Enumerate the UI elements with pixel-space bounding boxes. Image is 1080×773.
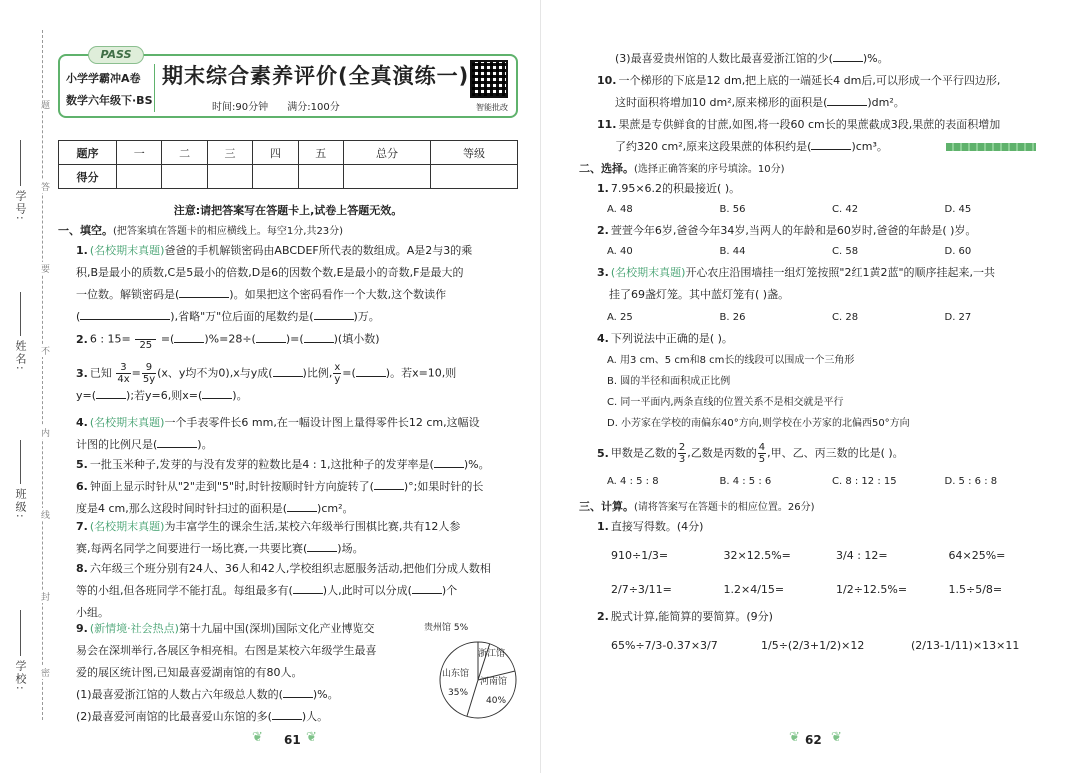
option-b[interactable]: B. 圆的半径和面积成正比例 — [607, 376, 731, 387]
question-2: 2. 6 : 15= 25 =( )%=28÷( )=( )(填小数) — [76, 328, 526, 351]
question-text: )人。 — [301, 710, 329, 723]
question-text: )%=28÷( — [204, 332, 256, 346]
question-text: (2)最喜爱河南馆的比最喜爱山东馆的多( — [76, 710, 272, 723]
question-text: (3)最喜爱贵州馆的人数比最喜爱浙江馆的少( — [615, 52, 833, 65]
answer-blank[interactable] — [174, 331, 204, 343]
fraction-numerator: 3 — [116, 362, 130, 374]
column-header: 三 — [207, 141, 252, 165]
question-text: )cm³。 — [851, 140, 888, 153]
calc-item: 1.5÷5/8= — [948, 582, 1003, 596]
mc-question-2: 2. 萱萱今年6岁,爸爸今年34岁,当两人的年龄和是60岁时,爸爸的年龄是( )岁。 — [597, 224, 977, 237]
answer-blank[interactable] — [412, 582, 442, 594]
qr-label: 智能批改 — [476, 103, 508, 112]
question-text: ),省略"万"位后面的尾数约是( — [170, 310, 314, 323]
pie-chart — [424, 620, 524, 720]
option-d[interactable]: D. 小芳家在学校的南偏东40°方向,则学校在小芳家的北偏西50°方向 — [607, 418, 910, 429]
question-text: 六年级三个班分别有24人、36人和42人,学校组织志愿服务活动,把他们分成人数相 — [89, 562, 491, 575]
fraction — [333, 362, 341, 385]
seal-char: 不 — [39, 346, 49, 355]
mc-options — [607, 476, 1057, 487]
score-table-header-row — [59, 141, 518, 165]
section-3-heading — [579, 498, 815, 514]
seal-char: 线 — [39, 510, 49, 519]
seal-char: 要 — [39, 264, 49, 273]
fraction-denominator: 4x — [117, 374, 130, 385]
score-cell[interactable] — [430, 165, 517, 189]
question-text: y=( — [76, 389, 97, 402]
question-text: 6 : 15= — [89, 332, 131, 346]
exam-title: 期末综合素养评价(全真演练一) — [162, 64, 470, 88]
option-a[interactable]: A. 25 — [607, 312, 633, 323]
row-label: 得分 — [59, 165, 117, 189]
mc-question-1: 1. 7.95×6.2的积最接近( )。 — [597, 182, 741, 195]
mc-options — [607, 312, 1057, 323]
question-text: )人,此时可以分成( — [322, 584, 412, 597]
score-table — [58, 140, 518, 189]
calc-item: 64×25%= — [948, 548, 1006, 562]
question-10: 10. 一个梯形的下底是12 dm,把上底的一端延长4 dm后,可以形成一个平行四边形, 这时面积将增加10 dm²,原来梯形的面积是( )dm²。 — [597, 74, 1001, 109]
calc-item: 1/5÷(2/3+1/2)×12 — [761, 638, 865, 652]
mc-question-4: 4. 下列说法中正确的是( )。 — [597, 332, 733, 345]
question-text: 第十九届中国(深圳)国际文化产业博览交 — [178, 622, 375, 635]
mc-options — [607, 246, 1057, 257]
question-text: (x、y均不为0),x与y成( — [157, 366, 273, 380]
pie-label-henan-pct: 40% — [486, 696, 507, 706]
binding-margin — [0, 0, 49, 773]
question-tag: (名校期末真题) — [610, 266, 686, 279]
answer-blank[interactable] — [96, 387, 126, 399]
page-number: 61 — [284, 733, 301, 747]
fraction-numerator: x — [334, 362, 341, 373]
column-header: 四 — [253, 141, 298, 165]
question-text: 开心农庄沿围墙挂一组灯笼按照"2红1黄2蓝"的顺序挂起来,一共 — [685, 266, 996, 279]
option-b[interactable]: B. 4 : 5 : 6 — [719, 476, 772, 487]
header-divider — [154, 64, 155, 112]
question-text: )%。 — [862, 52, 889, 65]
question-text: 积,B是最小的质数,C是5最小的倍数,D是6的因数个数,E是最小的奇数,F是最大的 — [76, 266, 464, 279]
score-cell[interactable] — [343, 165, 430, 189]
score-cell[interactable] — [253, 165, 298, 189]
question-text: );若y=6,则x=( — [126, 389, 203, 402]
answer-blank[interactable] — [304, 331, 334, 343]
subject-name: 数学六年级下·BS — [66, 94, 153, 107]
question-text: 赛,每两名同学之间要进行一场比赛,一共要比赛( — [76, 542, 308, 555]
calc-item: 910÷1/3= — [611, 548, 669, 562]
option-b[interactable]: B. 26 — [719, 312, 746, 323]
score-table-score-row — [59, 165, 518, 189]
option-c[interactable]: C. 同一平面内,两条直线的位置关系不是相交就是平行 — [607, 397, 844, 408]
pie-label-guizhou: 贵州馆 5% — [424, 623, 469, 633]
question-text: 一位数。解锁密码是( — [76, 288, 180, 301]
notice: 注意:请把答案写在答题卡上,试卷上答题无效。 — [173, 204, 403, 217]
question-text: 这时面积将增加10 dm²,原来梯形的面积是( — [615, 96, 828, 109]
question-7: 7. (名校期末真题)为丰富学生的课余生活,某校六年级举行围棋比赛,共有12人参 赛,每两名同学之间要进行一场比赛,一共要比赛( )场。 — [76, 520, 461, 555]
option-c[interactable]: C. 42 — [832, 204, 859, 215]
question-text: )%。 — [463, 458, 490, 471]
calc-question-2: 2. 脱式计算,能简算的要简算。(9分) — [597, 610, 773, 623]
pie-label-zhejiang: 浙江馆 — [478, 649, 506, 659]
section-title: 三、计算。 — [579, 500, 634, 513]
question-text: 下列说法中正确的是( )。 — [610, 332, 733, 345]
answer-blank[interactable] — [273, 365, 303, 377]
question-text: ( — [76, 310, 81, 323]
exam-time: 时间:90分钟 — [212, 102, 269, 113]
sugarcane-image — [946, 143, 1036, 151]
calc-item: 32×12.5%= — [723, 548, 791, 562]
seal-char: 内 — [39, 428, 49, 437]
section-note: (请将答案写在答题卡的相应位置。26分) — [634, 502, 815, 513]
section-note: (把答案填在答题卡的相应横线上。每空1分,共23分) — [113, 226, 344, 237]
qr-code-icon[interactable] — [470, 60, 508, 98]
question-8: 8. 六年级三个班分别有24人、36人和42人,学校组织志愿服务活动,把他们分成人数相 等的小组,但各班同学不能打乱。每组最多有( )人,此时可以分成( )个 小组。 — [76, 558, 526, 624]
question-9-sub-3 — [615, 48, 1065, 70]
question-11: 11. 果蔗是专供鲜食的甘蔗,如图,将一段60 cm长的果蔗截成3段,果蔗的表面积增加 了约320 cm²,原来这段果蔗的体积约是( )cm³。 — [597, 118, 1001, 153]
answer-blank[interactable] — [833, 50, 863, 62]
question-text: 等的小组,但各班同学不能打乱。每组最多有( — [76, 584, 293, 597]
question-text: )。 — [232, 389, 248, 402]
name-label: 姓名: — [14, 340, 27, 372]
school-field[interactable] — [20, 610, 21, 656]
question-tag: (新情境·社会热点) — [89, 622, 179, 635]
calc-item: 3/4 : 12= — [836, 548, 888, 562]
question-text: = — [131, 366, 141, 380]
question-text: 已知 — [89, 366, 112, 380]
answer-blank[interactable] — [179, 286, 229, 298]
answer-blank[interactable] — [307, 540, 337, 552]
option-b[interactable]: B. 56 — [719, 204, 746, 215]
series-name: 小学学霸冲A卷 — [66, 72, 141, 85]
leaf-icon: ❦ — [252, 730, 263, 745]
question-text: =( — [342, 366, 356, 380]
question-text: 脱式计算,能简算的要简算。(9分) — [610, 610, 773, 623]
seal-char: 封 — [39, 592, 49, 601]
question-text: 钟面上显示时针从"2"走到"5"时,时针按顺时针方向旋转了( — [89, 480, 374, 493]
name-field[interactable] — [20, 292, 21, 336]
question-text: (1)最喜爱浙江馆的人数占六年级总人数的( — [76, 688, 283, 701]
answer-blank[interactable] — [374, 478, 404, 490]
calc-row — [611, 538, 1061, 572]
question-3: 3. 已知 $\frac{3}{4x}$ = $\frac{9}{5y}$ (x、y均不为0),x与y成( )比例, $\frac{x}{y}$ =( )。若x=10,则 y=( );若y=6,则x=( )。 — [76, 362, 457, 402]
answer-blank[interactable] — [80, 308, 170, 320]
question-9: 9. (新情境·社会热点)第十九届中国(深圳)国际文化产业博览交 易会在深圳举行,各展区争相亮相。右图是某校六年级学生最喜 爱的展区统计图,已知最喜爱湖南馆的有80人。 (1)最喜爱浙江馆的人数占六年级总人数的( )%。 (2)最喜爱河南馆的比最喜爱山东馆的多( )人。 — [76, 618, 432, 728]
option-d[interactable]: D. 45 — [944, 204, 972, 215]
question-text: )。如果把这个密码看作一个大数,这个数读作 — [229, 288, 447, 301]
question-6: 6. 钟面上显示时针从"2"走到"5"时,时针按顺时针方向旋转了( )°;如果时针的长 度是4 cm,那么这段时间时针扫过的面积是( )cm²。 — [76, 480, 484, 515]
question-text: )(填小数) — [333, 332, 380, 346]
question-text: 爸爸的手机解锁密码由ABCDEF所代表的数组成。A是2与3的乘 — [164, 244, 473, 257]
question-text: 计图的比例尺是( — [76, 438, 158, 451]
question-text: 一个手表零件长6 mm,在一幅设计图上量得零件长12 cm,这幅设 — [164, 416, 480, 429]
fraction-numerator: 2 — [678, 442, 686, 453]
answer-blank[interactable] — [272, 708, 302, 720]
question-text: )°;如果时针的长 — [403, 480, 484, 493]
question-text: )%。 — [312, 688, 339, 701]
exam-header — [58, 48, 518, 118]
answer-blank[interactable] — [202, 387, 232, 399]
calc-item: 1/2÷12.5%= — [836, 582, 908, 596]
answer-blank[interactable] — [811, 138, 851, 150]
section-2-heading — [579, 160, 785, 176]
question-text: 度是4 cm,那么这段时间时针扫过的面积是( — [76, 502, 288, 515]
answer-blank[interactable] — [283, 686, 313, 698]
fraction-numerator: 4 — [758, 442, 766, 453]
fraction — [135, 328, 156, 351]
fraction — [758, 442, 766, 465]
fraction-denominator: y — [334, 374, 341, 385]
answer-blank[interactable] — [293, 582, 323, 594]
binding-line — [42, 30, 43, 720]
option-b[interactable]: B. 44 — [719, 246, 746, 257]
option-c[interactable]: C. 28 — [832, 312, 859, 323]
class-field[interactable] — [20, 440, 21, 484]
id-field[interactable] — [20, 140, 21, 186]
fraction — [678, 442, 686, 465]
right-page — [540, 0, 1080, 773]
option-d[interactable]: D. 27 — [944, 312, 972, 323]
calc-row — [611, 572, 1061, 606]
leaf-icon: ❦ — [789, 730, 800, 745]
section-1-heading — [58, 222, 343, 238]
exam-full-score: 满分:100分 — [287, 102, 340, 113]
question-text: 一批玉米种子,发芽的与没有发芽的粒数比是4 : 1,这批种子的发芽率是( — [89, 458, 434, 471]
calc-item: 2/7÷3/11= — [611, 582, 672, 596]
calc-item: (2/13-1/11)×13×11 — [911, 638, 1020, 652]
column-header: 一 — [117, 141, 162, 165]
fraction-numerator: 9 — [142, 362, 156, 374]
question-text: )场。 — [337, 542, 364, 555]
pie-label-shandong-pct: 35% — [448, 688, 469, 698]
fraction-denominator: 3 — [678, 454, 686, 465]
question-text: )比例, — [302, 366, 333, 380]
answer-blank[interactable] — [157, 436, 197, 448]
question-tag: (名校期末真题) — [89, 520, 165, 533]
question-text: ,乙数是丙数的 — [687, 446, 757, 460]
question-text: 一个梯形的下底是12 dm,把上底的一端延长4 dm后,可以形成一个平行四边形, — [618, 74, 1001, 87]
seal-char: 密 — [39, 668, 49, 677]
question-text: 小组。 — [76, 606, 109, 619]
question-text: )。 — [197, 438, 213, 451]
answer-blank[interactable] — [287, 500, 317, 512]
option-a[interactable]: A. 4 : 5 : 8 — [607, 476, 659, 487]
question-text: )dm²。 — [867, 96, 905, 109]
section-note: (选择正确答案的序号填涂。10分) — [634, 164, 785, 175]
leaf-icon: ❦ — [831, 730, 842, 745]
score-cell[interactable] — [117, 165, 162, 189]
question-4: 4. (名校期末真题)一个手表零件长6 mm,在一幅设计图上量得零件长12 cm,这幅设 计图的比例尺是( )。 — [76, 416, 480, 451]
leaf-icon: ❦ — [306, 730, 317, 745]
exam-meta — [212, 98, 356, 113]
calc-item: 65%÷7/3-0.37×3/7 — [611, 638, 718, 652]
section-title: 二、选择。 — [579, 162, 634, 175]
answer-blank[interactable] — [356, 365, 386, 377]
score-cell[interactable] — [162, 165, 207, 189]
question-tag: (名校期末真题) — [89, 416, 165, 429]
question-text: 萱萱今年6岁,爸爸今年34岁,当两人的年龄和是60岁时,爸爸的年龄是( )岁。 — [610, 224, 977, 237]
question-text: )=( — [285, 332, 304, 346]
seal-char: 题 — [39, 100, 49, 109]
pie-label-henan: 河南馆 — [480, 677, 508, 687]
question-5: 5. 一批玉米种子,发芽的与没有发芽的粒数比是4 : 1,这批种子的发芽率是( )%。 — [76, 458, 490, 471]
pie-label-shandong: 山东馆 — [442, 669, 470, 679]
score-cell[interactable] — [298, 165, 343, 189]
question-text: 爱的展区统计图,已知最喜爱湖南馆的有80人。 — [76, 666, 303, 679]
column-header: 二 — [162, 141, 207, 165]
option-c[interactable]: C. 8 : 12 : 15 — [832, 476, 897, 487]
fraction-denominator: 5y — [142, 374, 156, 385]
question-text: =( — [160, 332, 175, 346]
fraction-denominator: 5 — [758, 454, 766, 465]
question-1: 1. (名校期末真题)爸爸的手机解锁密码由ABCDEF所代表的数组成。A是2与3的乘 积,B是最小的质数,C是5最小的倍数,D是6的因数个数,E是最小的奇数,F是最大的 一位数。解锁密码是( )。如果把这个密码看作一个大数,这个数读作 ( ),省略"万"位后面的尾数约是( )万。 — [76, 240, 526, 328]
question-text: 为丰富学生的课余生活,某校六年级举行围棋比赛,共有12人参 — [164, 520, 461, 533]
seal-char: 答 — [39, 182, 49, 191]
answer-blank[interactable] — [827, 94, 867, 106]
fraction — [116, 362, 130, 385]
question-text: 甲数是乙数的 — [610, 446, 677, 460]
page-number: 62 — [805, 733, 822, 747]
question-text: ,甲、乙、丙三数的比是( )。 — [767, 446, 904, 460]
question-text: )个 — [441, 584, 458, 597]
answer-blank[interactable] — [314, 308, 354, 320]
column-header: 等级 — [430, 141, 517, 165]
question-text: 直接写得数。(4分) — [610, 520, 704, 533]
id-label: 学号: — [14, 190, 27, 222]
question-text: )cm²。 — [317, 502, 354, 515]
mc-question-3: 3. (名校期末真题)开心农庄沿围墙挂一组灯笼按照"2红1黄2蓝"的顺序挂起来,一共 挂了69盏灯笼。其中蓝灯笼有( )盏。 — [597, 262, 1067, 306]
school-label: 学校: — [14, 660, 27, 692]
column-header: 总分 — [343, 141, 430, 165]
row-label: 题序 — [59, 141, 117, 165]
option-a[interactable]: A. 用3 cm、5 cm和8 cm长的线段可以围成一个三角形 — [607, 355, 855, 366]
option-d[interactable]: D. 60 — [944, 246, 972, 257]
option-a[interactable]: A. 40 — [607, 246, 633, 257]
class-label: 班级: — [14, 488, 27, 520]
mc-options-vertical — [607, 350, 1067, 434]
question-text: 果蔗是专供鲜食的甘蔗,如图,将一段60 cm长的果蔗截成3段,果蔗的表面积增加 — [618, 118, 1001, 131]
mc-question-5: 5. 甲数是乙数的 $\frac{2}{3}$ ,乙数是丙数的 $\frac{4}{5}$ ,甲、乙、丙三数的比是( )。 — [597, 442, 904, 465]
option-d[interactable]: D. 5 : 6 : 8 — [944, 476, 998, 487]
calc-item: 1.2×4/15= — [723, 582, 785, 596]
answer-blank[interactable] — [256, 331, 286, 343]
question-tag: (名校期末真题) — [89, 244, 165, 257]
question-text: 了约320 cm²,原来这段果蔗的体积约是( — [615, 140, 812, 153]
question-text: 易会在深圳举行,各展区争相亮相。右图是某校六年级学生最喜 — [76, 644, 377, 657]
answer-blank[interactable] — [434, 456, 464, 468]
fraction — [142, 362, 156, 385]
question-text: )。若x=10,则 — [385, 366, 457, 380]
option-c[interactable]: C. 58 — [832, 246, 859, 257]
calc-row — [611, 628, 1061, 662]
fraction-denominator: 25 — [139, 340, 153, 351]
question-text: 挂了69盏灯笼。其中蓝灯笼有( )盏。 — [609, 288, 790, 301]
score-cell[interactable] — [207, 165, 252, 189]
question-text: )万。 — [353, 310, 380, 323]
section-title: 一、填空。 — [58, 224, 113, 237]
mc-options — [607, 204, 1057, 215]
column-header: 五 — [298, 141, 343, 165]
option-a[interactable]: A. 48 — [607, 204, 633, 215]
brand-logo: PASS — [88, 46, 144, 64]
calc-question-1: 1. 直接写得数。(4分) — [597, 520, 704, 533]
question-text: 7.95×6.2的积最接近( )。 — [610, 182, 741, 195]
